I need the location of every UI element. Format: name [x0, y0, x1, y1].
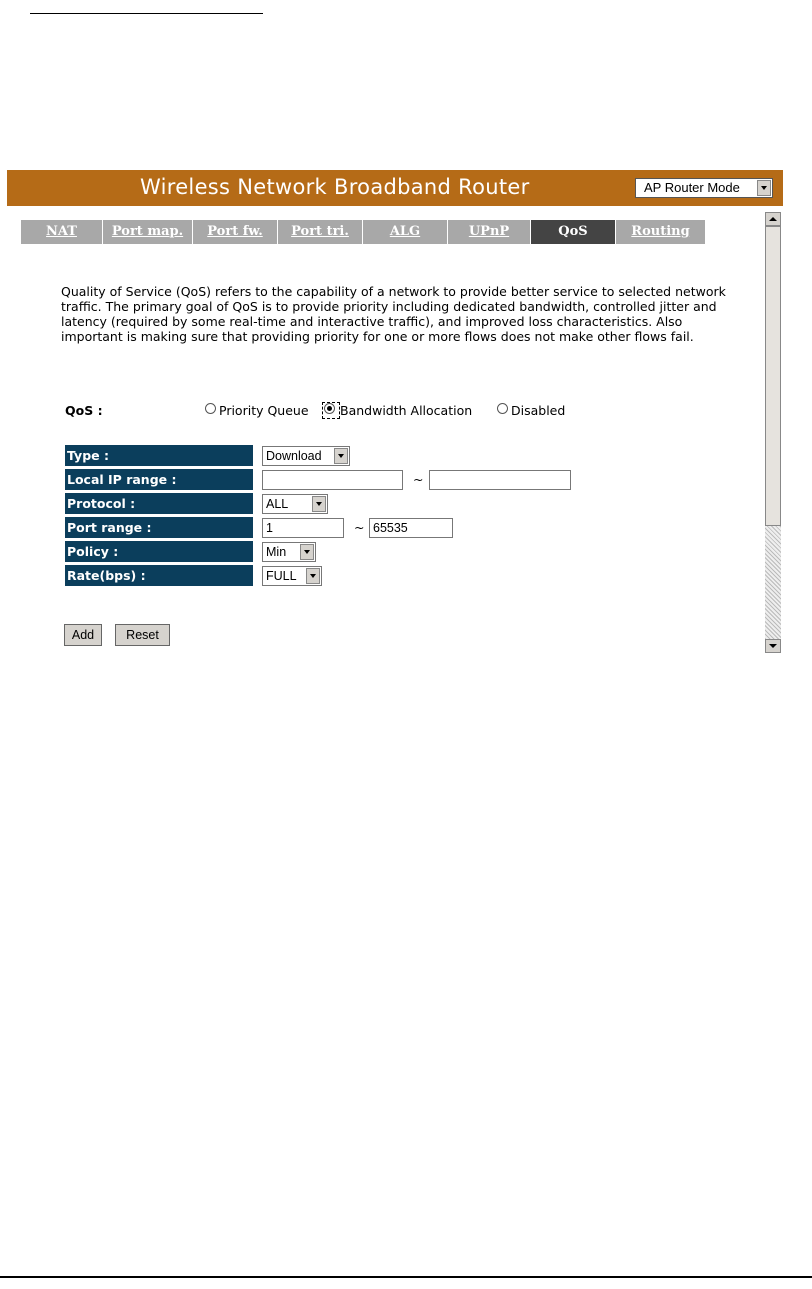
protocol-label: Protocol :	[65, 493, 253, 514]
type-select[interactable]	[262, 446, 350, 466]
port-range-row	[65, 517, 585, 538]
tab-alg[interactable]: ALG	[363, 220, 448, 244]
mode-select-value: AP Router Mode	[644, 180, 740, 195]
chevron-down-icon[interactable]	[312, 496, 326, 512]
chevron-down-icon[interactable]	[306, 568, 320, 584]
document-top-rule	[30, 13, 263, 14]
reset-button[interactable]: Reset	[115, 624, 170, 646]
local-ip-label: Local IP range :	[65, 469, 253, 490]
tab-port-fw[interactable]: Port fw.	[193, 220, 278, 244]
radio-label: Priority Queue	[219, 403, 309, 418]
qos-mode-row	[65, 403, 605, 423]
policy-select[interactable]	[262, 542, 316, 562]
scroll-track-area[interactable]	[765, 526, 781, 639]
type-label: Type :	[65, 445, 253, 466]
range-separator: ~	[413, 472, 424, 487]
qos-description: Quality of Service (QoS) refers to the capability of a network to provide better service to selected network traffic. The primary goal of QoS is to provide priority including dedicated bandwidth, controlled jitter and latency (required by some real-time and interactive traffic), and improved loss characteristics. Also important is making sure that providing priority for one or more flows does not make other flows fail.	[61, 284, 726, 344]
scroll-thumb[interactable]	[765, 226, 781, 526]
qos-label: QoS :	[65, 403, 103, 418]
router-window	[7, 170, 783, 653]
rate-select[interactable]	[262, 566, 322, 586]
vertical-scrollbar[interactable]	[765, 212, 781, 653]
radio-label: Bandwidth Allocation	[340, 403, 473, 418]
document-bottom-rule	[0, 1276, 812, 1278]
tab-upnp[interactable]: UPnP	[448, 220, 531, 244]
type-select-value: Download	[266, 449, 322, 463]
tab-port-tri[interactable]: Port tri.	[278, 220, 363, 244]
radio-bandwidth-allocation[interactable]	[322, 403, 472, 418]
local-ip-end-input[interactable]	[429, 470, 571, 490]
range-separator: ~	[354, 520, 365, 535]
tab-routing[interactable]: Routing	[616, 220, 706, 244]
tab-qos[interactable]: QoS	[531, 220, 616, 244]
radio-label: Disabled	[511, 403, 566, 418]
radio-checked-icon[interactable]	[324, 403, 335, 414]
radio-disabled[interactable]	[497, 403, 565, 418]
rate-select-value: FULL	[266, 569, 297, 583]
rate-row	[65, 565, 585, 586]
tab-nat[interactable]: NAT	[21, 220, 103, 244]
chevron-down-icon[interactable]	[757, 180, 771, 196]
tab-port-map[interactable]: Port map.	[103, 220, 193, 244]
rate-label: Rate(bps) :	[65, 565, 253, 586]
radio-icon[interactable]	[205, 403, 216, 414]
radio-priority-queue[interactable]	[205, 403, 309, 418]
chevron-down-icon[interactable]	[300, 544, 314, 560]
policy-label: Policy :	[65, 541, 253, 562]
radio-icon[interactable]	[497, 403, 508, 414]
policy-row	[65, 541, 585, 562]
port-end-input[interactable]	[369, 518, 453, 538]
title-bar	[7, 170, 783, 206]
protocol-select[interactable]	[262, 494, 328, 514]
router-title: Wireless Network Broadband Router	[140, 175, 530, 199]
protocol-select-value: ALL	[266, 497, 289, 511]
policy-select-value: Min	[266, 545, 287, 559]
protocol-row	[65, 493, 585, 514]
add-button[interactable]: Add	[64, 624, 102, 646]
port-range-label: Port range :	[65, 517, 253, 538]
tab-bar	[21, 220, 706, 244]
focus-indicator	[322, 402, 340, 419]
mode-select[interactable]	[635, 178, 773, 198]
local-ip-start-input[interactable]	[262, 470, 403, 490]
type-row	[65, 445, 585, 466]
scroll-down-icon[interactable]	[765, 639, 781, 653]
scroll-up-icon[interactable]	[765, 212, 781, 226]
local-ip-row	[65, 469, 585, 490]
chevron-down-icon[interactable]	[334, 448, 348, 464]
port-start-input[interactable]	[262, 518, 344, 538]
